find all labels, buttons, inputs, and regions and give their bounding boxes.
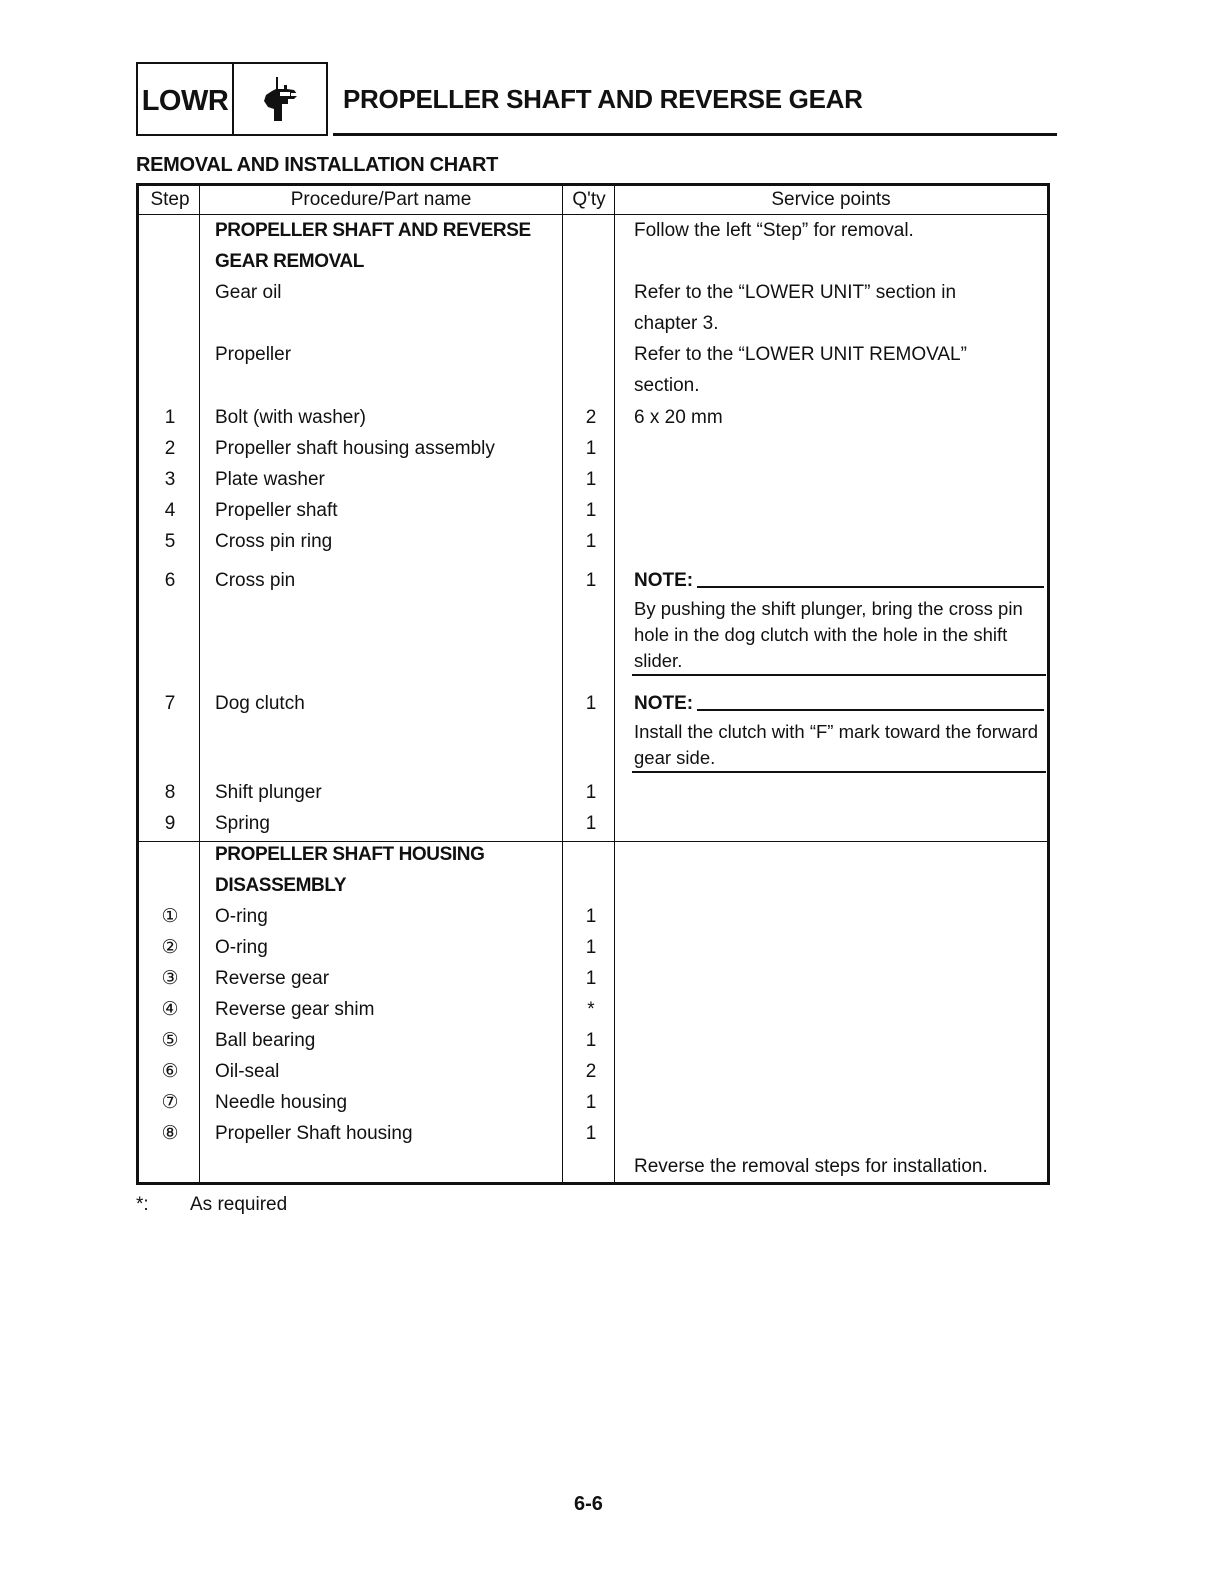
part-name: Spring: [215, 813, 270, 834]
chart-heading: REMOVAL AND INSTALLATION CHART: [136, 154, 499, 176]
part-name: Plate washer: [215, 469, 325, 490]
quantity: 2: [585, 1061, 597, 1082]
step-number: ⑥: [161, 1061, 179, 1082]
note-label: NOTE:: [634, 693, 694, 714]
part-name: Gear oil: [215, 282, 282, 303]
quantity: 1: [585, 500, 597, 521]
quantity: 1: [585, 906, 597, 927]
part-name: Reverse gear: [215, 968, 330, 989]
step-number: 4: [164, 500, 176, 521]
step-number: ③: [161, 968, 179, 989]
quantity: 1: [585, 813, 597, 834]
quantity: 2: [585, 407, 597, 428]
step-number: 2: [164, 438, 176, 459]
note-rule: [697, 709, 1044, 711]
part-name: O-ring: [215, 937, 268, 958]
part-name: Ball bearing: [215, 1030, 316, 1051]
footnote-symbol: *:: [136, 1194, 149, 1215]
part-name: Cross pin ring: [215, 531, 333, 552]
note-rule: [697, 586, 1044, 588]
step-number: 5: [164, 531, 176, 552]
step-number: 7: [164, 693, 176, 714]
note-text: By pushing the shift plunger, bring the cross pin hole in the dog clutch with the hole in the shift slider.: [634, 598, 1023, 671]
group-title: PROPELLER SHAFT HOUSING: [215, 844, 485, 865]
step-number: 1: [164, 407, 176, 428]
step-number: 8: [164, 782, 176, 803]
group-title: PROPELLER SHAFT AND REVERSE: [215, 220, 531, 241]
part-name: Propeller shaft housing assembly: [215, 438, 495, 459]
quantity: 1: [585, 1030, 597, 1051]
quantity: 1: [585, 968, 597, 989]
note-end-rule: [632, 771, 1046, 773]
note-text: Install the clutch with “F” mark toward the forward gear side.: [634, 721, 1039, 768]
step-number: ④: [161, 999, 179, 1020]
column-header-part: Procedure/Part name: [290, 189, 472, 210]
part-name: Shift plunger: [215, 782, 322, 803]
step-number: ⑦: [161, 1092, 179, 1113]
part-name: O-ring: [215, 906, 268, 927]
step-number: ①: [161, 906, 179, 927]
column-header-qty: Q'ty: [572, 189, 606, 210]
service-text: Refer to the “LOWER UNIT REMOVAL”: [634, 344, 967, 365]
quantity: 1: [585, 1123, 597, 1144]
part-name: Propeller: [215, 344, 292, 365]
service-text: 6 x 20 mm: [634, 407, 723, 428]
quantity: 1: [585, 469, 597, 490]
group-title: DISASSEMBLY: [215, 875, 347, 896]
propeller-hand-icon: [254, 73, 306, 125]
header-rule: [333, 133, 1057, 136]
page-title: PROPELLER SHAFT AND REVERSE GEAR: [343, 84, 863, 114]
quantity: 1: [585, 531, 597, 552]
service-text: Follow the left “Step” for removal.: [634, 220, 914, 241]
step-number: 3: [164, 469, 176, 490]
column-header-service: Service points: [771, 189, 891, 210]
note-end-rule: [632, 674, 1046, 676]
section-tab: [136, 62, 328, 136]
part-name: Propeller Shaft housing: [215, 1123, 413, 1144]
header-row-divider: [139, 214, 1047, 215]
service-text: Reverse the removal steps for installation.: [634, 1156, 988, 1177]
column-header-step: Step: [150, 189, 190, 210]
group-divider: [139, 841, 1047, 842]
part-name: Reverse gear shim: [215, 999, 375, 1020]
part-name: Propeller shaft: [215, 500, 338, 521]
quantity: 1: [585, 570, 597, 591]
note-label: NOTE:: [634, 570, 694, 591]
service-text: chapter 3.: [634, 313, 719, 334]
section-code: LOWR: [138, 64, 234, 134]
service-text: section.: [634, 375, 700, 396]
quantity: 1: [585, 1092, 597, 1113]
step-number: ⑧: [161, 1123, 179, 1144]
removal-installation-table: [136, 183, 1050, 1185]
part-name: Oil-seal: [215, 1061, 280, 1082]
step-number: ②: [161, 937, 179, 958]
footnote-text: As required: [190, 1194, 288, 1215]
step-number: 9: [164, 813, 176, 834]
col-divider: [562, 186, 563, 1182]
quantity: *: [587, 999, 595, 1020]
part-name: Cross pin: [215, 570, 296, 591]
quantity: 1: [585, 693, 597, 714]
part-name: Bolt (with washer): [215, 407, 366, 428]
step-number: 6: [164, 570, 176, 591]
page-number: 6-6: [574, 1493, 603, 1515]
quantity: 1: [585, 782, 597, 803]
part-name: Dog clutch: [215, 693, 305, 714]
part-name: Needle housing: [215, 1092, 348, 1113]
quantity: 1: [585, 438, 597, 459]
quantity: 1: [585, 937, 597, 958]
note-heading: [634, 570, 1044, 592]
note-heading: [634, 693, 1044, 715]
group-title: GEAR REMOVAL: [215, 251, 364, 272]
step-number: ⑤: [161, 1030, 179, 1051]
service-text: Refer to the “LOWER UNIT” section in: [634, 282, 957, 303]
